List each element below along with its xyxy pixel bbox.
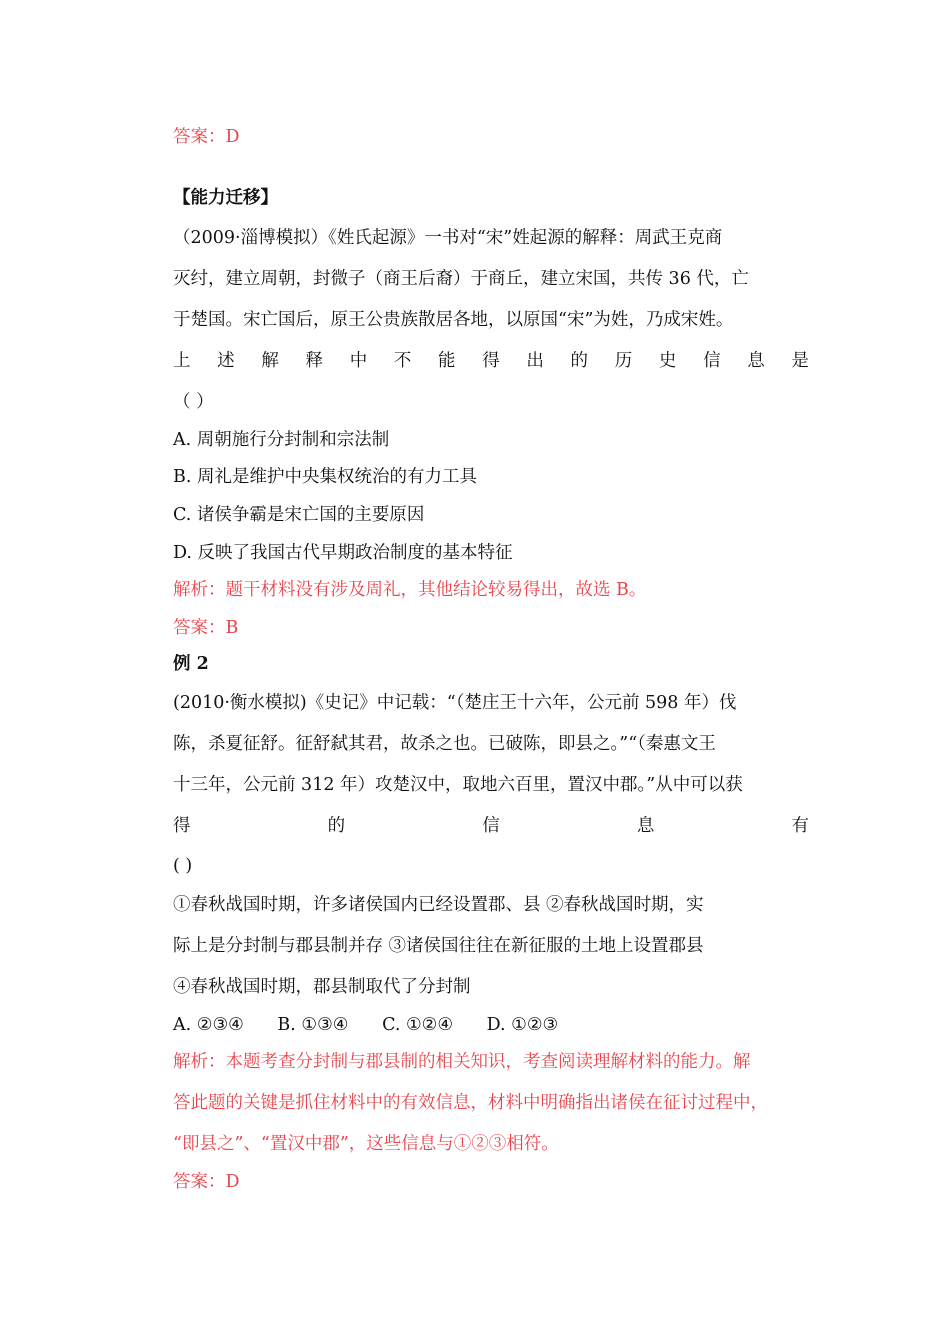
ex2-spread-char: 得: [173, 816, 191, 836]
q1-spread-char: 息: [747, 351, 765, 371]
q1-spread-char: 史: [658, 351, 677, 371]
q1-spread-char: 释: [305, 351, 324, 371]
ex2-statement-line-1: ①春秋战国时期，许多诸侯国内已经设置郡、县 ②春秋战国时期，实: [173, 895, 704, 915]
q1-option-a: A. 周朝施行分封制和宗法制: [173, 430, 390, 450]
ex2-option-d: D. ①②③: [486, 1015, 559, 1035]
ex2-options: [173, 1013, 809, 1037]
q1-spread-char: 的: [570, 351, 589, 371]
ex2-spread-char: 息: [636, 816, 655, 836]
ex2-option-c: C. ①②④: [382, 1015, 454, 1035]
ex2-option-a: A. ②③④: [173, 1015, 244, 1035]
q1-spread-char: 上: [173, 351, 191, 371]
ex2-analysis-line-3: “即县之”、“置汉中郡”，这些信息与①②③相符。: [173, 1134, 559, 1154]
q1-spread-char: 中: [349, 351, 368, 371]
q1-spread-char: 历: [614, 351, 633, 371]
ex2-analysis-line-2: 答此题的关键是抓住材料中的有效信息，材料中明确指出诸侯在征讨过程中，: [173, 1093, 768, 1113]
q1-spread-char: 解: [261, 351, 279, 371]
q1-spread-char: 述: [217, 351, 235, 371]
ex2-statement-line-3: ④春秋战国时期，郡县制取代了分封制: [173, 977, 471, 997]
ex2-spread-line: [173, 814, 809, 838]
ex2-statement-line-2: 际上是分封制与郡县制并存 ③诸侯国往往在新征服的土地上设置郡县: [173, 936, 704, 956]
q1-spread-char: 不: [393, 351, 412, 371]
q1-spread-char: 出: [526, 351, 544, 371]
ex2-analysis-line-1: 解析：本题考查分封制与郡县制的相关知识，考查阅读理解材料的能力。解: [173, 1052, 751, 1072]
ex2-spread-char: 的: [327, 816, 346, 836]
ex2-spread-char: 信: [482, 816, 500, 836]
q1-spread-line: [173, 349, 809, 373]
section-title: 【能力迁移】: [173, 188, 278, 208]
q1-option-c: C. 诸侯争霸是宋亡国的主要原因: [173, 505, 425, 525]
answer-top: 答案：D: [173, 127, 240, 147]
q1-line-1: （2009·淄博模拟）《姓氏起源》一书对“宋”姓起源的解释：周武王克商: [173, 228, 723, 248]
ex2-line-2: 陈，杀夏征舒。征舒弑其君，故杀之也。已破陈，即县之。”“（秦惠文王: [173, 734, 716, 754]
ex2-spread-char: 有: [791, 816, 809, 836]
ex2-line-1: (2010·衡水模拟)《史记》中记载：“（楚庄王十六年，公元前 598 年）伐: [173, 693, 737, 713]
q1-spread-char: 得: [482, 351, 500, 371]
ex2-answer-paren: ( ): [173, 856, 193, 876]
q1-option-d: D. 反映了我国古代早期政治制度的基本特征: [173, 543, 513, 563]
ex2-option-b: B. ①③④: [277, 1015, 349, 1035]
q1-line-2: 灭纣，建立周朝，封微子（商王后裔）于商丘，建立宋国，共传 36 代，亡: [173, 269, 749, 289]
ex2-line-3: 十三年，公元前 312 年）攻楚汉中，取地六百里，置汉中郡。”从中可以获: [173, 775, 743, 795]
q1-spread-char: 能: [438, 351, 456, 371]
q1-answer-paren: （ ）: [173, 392, 214, 412]
example-2-title: 例 2: [173, 654, 209, 674]
q1-spread-char: 是: [791, 351, 809, 371]
ex2-answer: 答案：D: [173, 1172, 240, 1192]
q1-answer: 答案：B: [173, 618, 239, 638]
q1-spread-char: 信: [703, 351, 721, 371]
q1-analysis: 解析：题干材料没有涉及周礼，其他结论较易得出，故选 B。: [173, 580, 647, 600]
q1-line-3: 于楚国。宋亡国后，原王公贵族散居各地，以原国“宋”为姓，乃成宋姓。: [173, 310, 734, 330]
q1-option-b: B. 周礼是维护中央集权统治的有力工具: [173, 467, 477, 487]
